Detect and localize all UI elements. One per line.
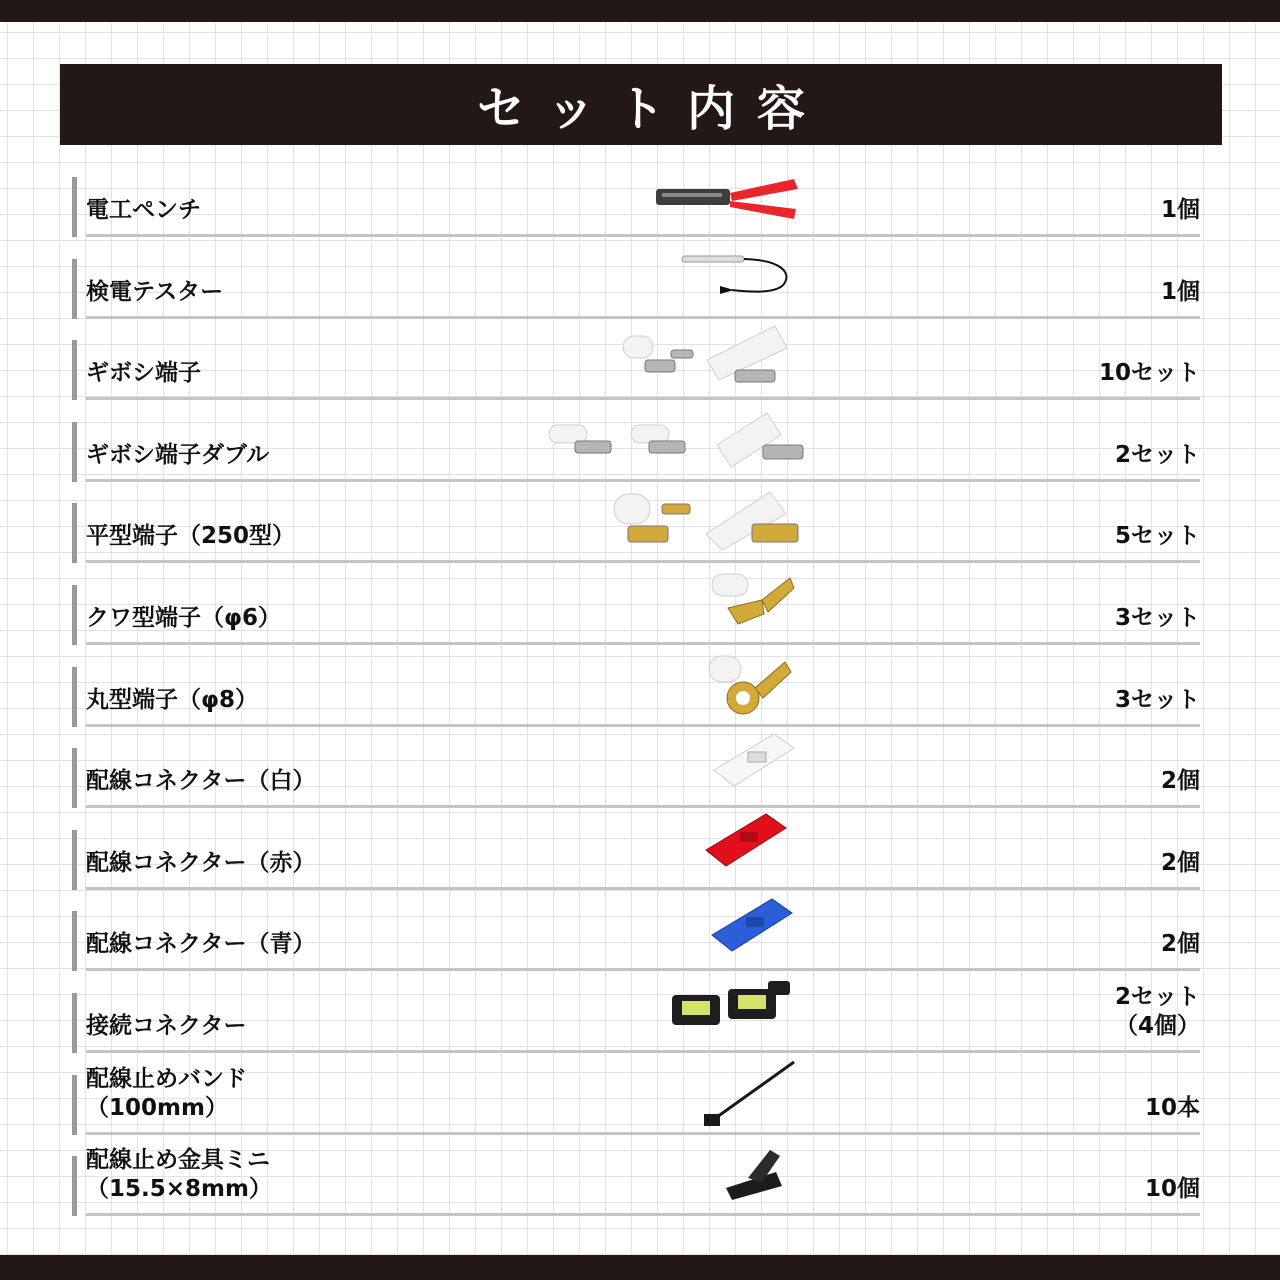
- item-name: 接続コネクター: [86, 1013, 247, 1039]
- row-underline: [86, 1213, 1200, 1216]
- page-title: セット内容: [476, 81, 827, 137]
- row-accent-bar: [72, 748, 77, 808]
- item-quantity: 2セット: [1114, 441, 1200, 468]
- row-underline: [86, 887, 1200, 890]
- item-name: 配線止め金具ミニ （15.5×8mm）: [86, 1147, 272, 1203]
- ring-terminal-icon: [705, 652, 797, 718]
- row-underline: [86, 479, 1200, 482]
- row-accent-bar: [72, 667, 77, 727]
- list-item: [72, 911, 1200, 971]
- cable-tie-icon: [700, 1058, 800, 1130]
- item-name: 電工ペンチ: [86, 197, 201, 223]
- bottom-bar: [0, 1255, 1280, 1280]
- item-quantity: 10個: [1144, 1176, 1200, 1203]
- item-name: クワ型端子（φ6）: [86, 605, 281, 631]
- fork-terminal-icon: [708, 570, 798, 636]
- item-quantity: 3セット: [1114, 605, 1200, 631]
- row-accent-bar: [72, 911, 77, 971]
- row-underline: [86, 560, 1200, 563]
- row-accent-bar: [72, 585, 77, 645]
- row-underline: [86, 642, 1200, 645]
- white-wire-connector-icon: [710, 730, 800, 792]
- item-quantity: 2個: [1160, 768, 1200, 795]
- title-banner: [60, 64, 1222, 145]
- row-underline: [86, 316, 1200, 319]
- item-quantity: 2個: [1160, 849, 1200, 876]
- bullet-terminal-icon: [615, 320, 795, 388]
- item-name: ギボシ端子ダブル: [86, 441, 270, 468]
- item-name: 配線コネクター（青）: [86, 931, 316, 958]
- item-name: 検電テスター: [86, 278, 224, 305]
- list-item: [72, 503, 1200, 563]
- list-item: [72, 259, 1200, 319]
- cable-clip-icon: [718, 1142, 798, 1208]
- row-accent-bar: [72, 1156, 77, 1216]
- row-accent-bar: [72, 830, 77, 890]
- item-quantity: 2セット （4個）: [1114, 984, 1200, 1039]
- item-quantity: 5セット: [1114, 523, 1200, 550]
- item-name: 配線止めバンド （100mm）: [86, 1065, 247, 1121]
- top-bar: [0, 0, 1280, 22]
- list-item: [72, 667, 1200, 727]
- crimping-pliers-icon: [652, 175, 800, 221]
- list-item: [72, 1065, 1200, 1135]
- row-underline: [86, 968, 1200, 971]
- row-accent-bar: [72, 177, 77, 237]
- list-item: [72, 177, 1200, 237]
- red-wire-connector-icon: [702, 810, 792, 876]
- row-underline: [86, 1132, 1200, 1135]
- voltage-tester-icon: [680, 250, 800, 300]
- row-underline: [86, 724, 1200, 727]
- item-name: 配線コネクター（赤）: [86, 849, 316, 876]
- row-underline: [86, 1050, 1200, 1053]
- blue-wire-connector-icon: [708, 895, 800, 961]
- row-accent-bar: [72, 503, 77, 563]
- flat-terminal-icon: [610, 490, 805, 558]
- list-item: [72, 340, 1200, 400]
- item-name: 丸型端子（φ8）: [86, 686, 258, 713]
- row-accent-bar: [72, 1075, 77, 1135]
- item-name: 配線コネクター（白）: [86, 768, 316, 795]
- item-quantity: 1個: [1160, 278, 1200, 305]
- row-accent-bar: [72, 993, 77, 1053]
- item-quantity: 1個: [1160, 197, 1200, 223]
- row-accent-bar: [72, 259, 77, 319]
- list-item: [72, 984, 1200, 1053]
- row-underline: [86, 397, 1200, 400]
- row-accent-bar: [72, 340, 77, 400]
- row-accent-bar: [72, 422, 77, 482]
- row-underline: [86, 234, 1200, 237]
- item-quantity: 10セット: [1098, 360, 1200, 387]
- list-item: [72, 1147, 1200, 1216]
- row-underline: [86, 805, 1200, 808]
- double-bullet-terminal-icon: [545, 405, 815, 473]
- list-item: [72, 830, 1200, 890]
- item-quantity: 2個: [1160, 931, 1200, 958]
- list-item: [72, 748, 1200, 808]
- item-name: 平型端子（250型）: [86, 523, 296, 550]
- item-name: ギボシ端子: [86, 360, 201, 387]
- item-quantity: 3セット: [1114, 686, 1200, 713]
- list-item: [72, 585, 1200, 645]
- splice-connector-icon: [668, 975, 798, 1037]
- item-quantity: 10本: [1144, 1094, 1200, 1121]
- list-item: [72, 422, 1200, 482]
